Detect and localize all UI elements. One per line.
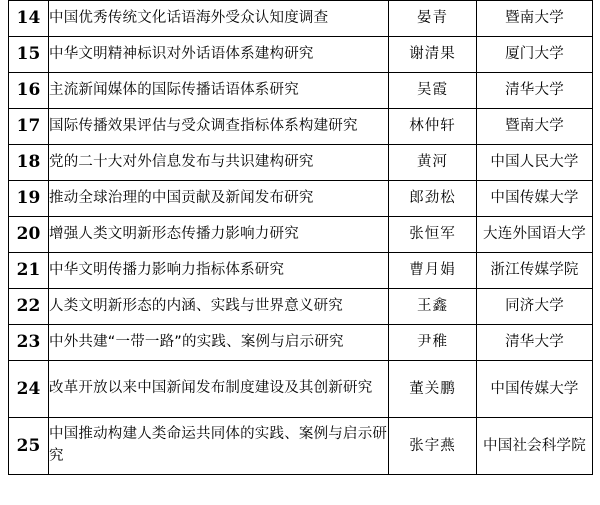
table-row xyxy=(9,418,593,475)
row-title: 增强人类文明新形态传播力影响力研究 xyxy=(49,217,389,253)
row-index: 23 xyxy=(9,325,49,361)
row-index: 21 xyxy=(9,253,49,289)
table-row xyxy=(9,361,593,418)
row-index: 20 xyxy=(9,217,49,253)
row-index: 19 xyxy=(9,181,49,217)
row-title: 中国优秀传统文化话语海外受众认知度调查 xyxy=(49,1,389,37)
row-title: 推动全球治理的中国贡献及新闻发布研究 xyxy=(49,181,389,217)
row-index: 14 xyxy=(9,1,49,37)
row-person: 林仲轩 xyxy=(389,109,477,145)
table-row xyxy=(9,109,593,145)
row-index: 24 xyxy=(9,361,49,418)
table-row xyxy=(9,181,593,217)
row-title: 人类文明新形态的内涵、实践与世界意义研究 xyxy=(49,289,389,325)
row-person: 郎劲松 xyxy=(389,181,477,217)
row-person: 曹月娟 xyxy=(389,253,477,289)
row-organization: 中国社会科学院 xyxy=(477,418,593,475)
table-row xyxy=(9,37,593,73)
table-body xyxy=(9,1,593,475)
row-title: 主流新闻媒体的国际传播话语体系研究 xyxy=(49,73,389,109)
row-person: 谢清果 xyxy=(389,37,477,73)
row-organization: 中国传媒大学 xyxy=(477,181,593,217)
row-organization: 清华大学 xyxy=(477,325,593,361)
row-title: 中国推动构建人类命运共同体的实践、案例与启示研究 xyxy=(49,418,389,475)
row-title: 中华文明精神标识对外话语体系建构研究 xyxy=(49,37,389,73)
row-person: 张宇燕 xyxy=(389,418,477,475)
table-row xyxy=(9,145,593,181)
project-list-table xyxy=(8,0,593,475)
row-organization: 中国传媒大学 xyxy=(477,361,593,418)
row-organization: 浙江传媒学院 xyxy=(477,253,593,289)
row-organization: 清华大学 xyxy=(477,73,593,109)
table-row xyxy=(9,1,593,37)
row-person: 董关鹏 xyxy=(389,361,477,418)
row-organization: 大连外国语大学 xyxy=(477,217,593,253)
row-person: 黄河 xyxy=(389,145,477,181)
row-title: 中外共建“一带一路”的实践、案例与启示研究 xyxy=(49,325,389,361)
row-person: 尹稚 xyxy=(389,325,477,361)
row-index: 15 xyxy=(9,37,49,73)
row-index: 25 xyxy=(9,418,49,475)
row-person: 张恒军 xyxy=(389,217,477,253)
row-title: 国际传播效果评估与受众调查指标体系构建研究 xyxy=(49,109,389,145)
row-organization: 同济大学 xyxy=(477,289,593,325)
table-row xyxy=(9,325,593,361)
row-index: 16 xyxy=(9,73,49,109)
row-person: 王鑫 xyxy=(389,289,477,325)
row-title: 改革开放以来中国新闻发布制度建设及其创新研究 xyxy=(49,361,389,418)
row-index: 22 xyxy=(9,289,49,325)
table-row xyxy=(9,217,593,253)
table-row xyxy=(9,73,593,109)
row-organization: 厦门大学 xyxy=(477,37,593,73)
row-organization: 中国人民大学 xyxy=(477,145,593,181)
row-title: 党的二十大对外信息发布与共识建构研究 xyxy=(49,145,389,181)
row-index: 18 xyxy=(9,145,49,181)
row-organization: 暨南大学 xyxy=(477,109,593,145)
table-row xyxy=(9,253,593,289)
row-index: 17 xyxy=(9,109,49,145)
table-row xyxy=(9,289,593,325)
row-organization: 暨南大学 xyxy=(477,1,593,37)
row-title: 中华文明传播力影响力指标体系研究 xyxy=(49,253,389,289)
row-person: 吴霞 xyxy=(389,73,477,109)
row-person: 晏青 xyxy=(389,1,477,37)
